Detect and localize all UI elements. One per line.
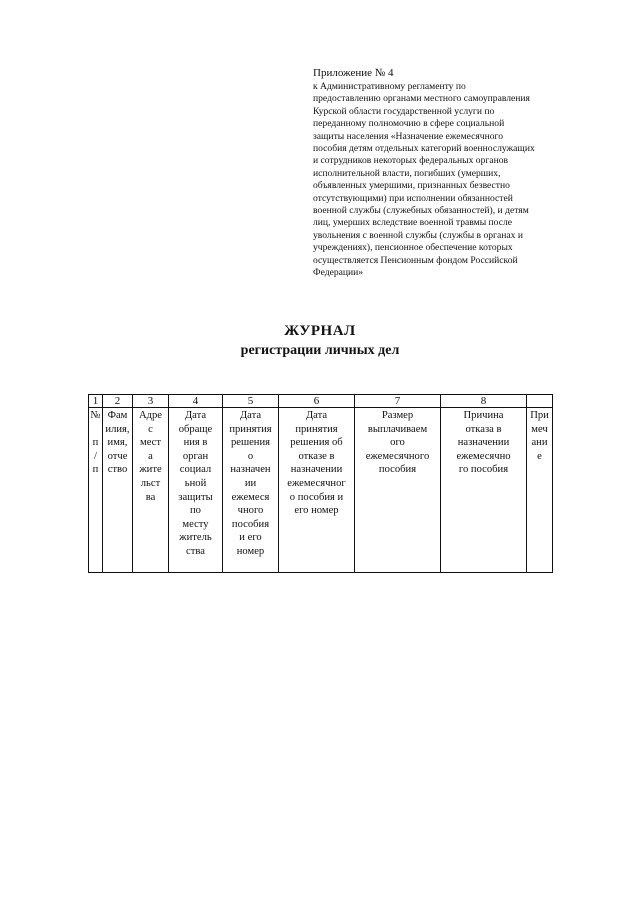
journal-title: ЖУРНАЛ — [284, 323, 356, 339]
header-application-date: Дата обраще ния в орган социал ьной защиты по месту житель ства — [169, 408, 223, 573]
column-number: 2 — [103, 395, 133, 408]
header-allowance-amount: Размер выплачиваем ого ежемесячного пособия — [355, 408, 441, 573]
column-number: 7 — [355, 395, 441, 408]
registration-table — [88, 394, 553, 573]
column-number: 1 — [89, 395, 103, 408]
journal-subtitle: регистрации личных дел — [240, 343, 400, 358]
header-address: Адре с мест а жите льст ва — [133, 408, 169, 573]
header-note: При меч ани е — [527, 408, 553, 573]
column-number: 8 — [441, 395, 527, 408]
column-number-row — [89, 395, 553, 408]
column-number — [527, 395, 553, 408]
column-header-row — [89, 408, 553, 573]
column-number: 4 — [169, 395, 223, 408]
header-assignment-decision: Дата принятия решения о назначен ии ежемеся чного пособия и его номер — [223, 408, 279, 573]
appendix-text: к Административному регламенту по предоставлению органами местного самоуправления Курской области государственной услуги по переданному полномочию в сфере социальной защиты населения «Назначение ежемесячного пособия детям отдельных категорий военнослужащих и сотрудников некоторых федеральных органов исполнительной власти, погибших (умерших, объявленных умершими, признанных безвестно отсутствующими) при исполнении обязанностей военной службы (служебных обязанностей), и детям лиц, умерших вследствие военной травмы после увольнения с военной службы (службы в органах и учреждениях), пенсионное обеспечение которых осуществляется Пенсионным фондом Российской Федерации» — [313, 81, 535, 279]
appendix-block — [313, 66, 583, 280]
header-refusal-reason: Причина отказа в назначении ежемесячно го пособия — [441, 408, 527, 573]
column-number: 3 — [133, 395, 169, 408]
column-number: 6 — [279, 395, 355, 408]
header-full-name: Фам илия, имя, отче ство — [103, 408, 133, 573]
header-row-number: № п / п — [89, 408, 103, 573]
appendix-title: Приложение № 4 — [313, 67, 394, 79]
header-refusal-decision: Дата принятия решения об отказе в назначении ежемесячног о пособия и его номер — [279, 408, 355, 573]
column-number: 5 — [223, 395, 279, 408]
